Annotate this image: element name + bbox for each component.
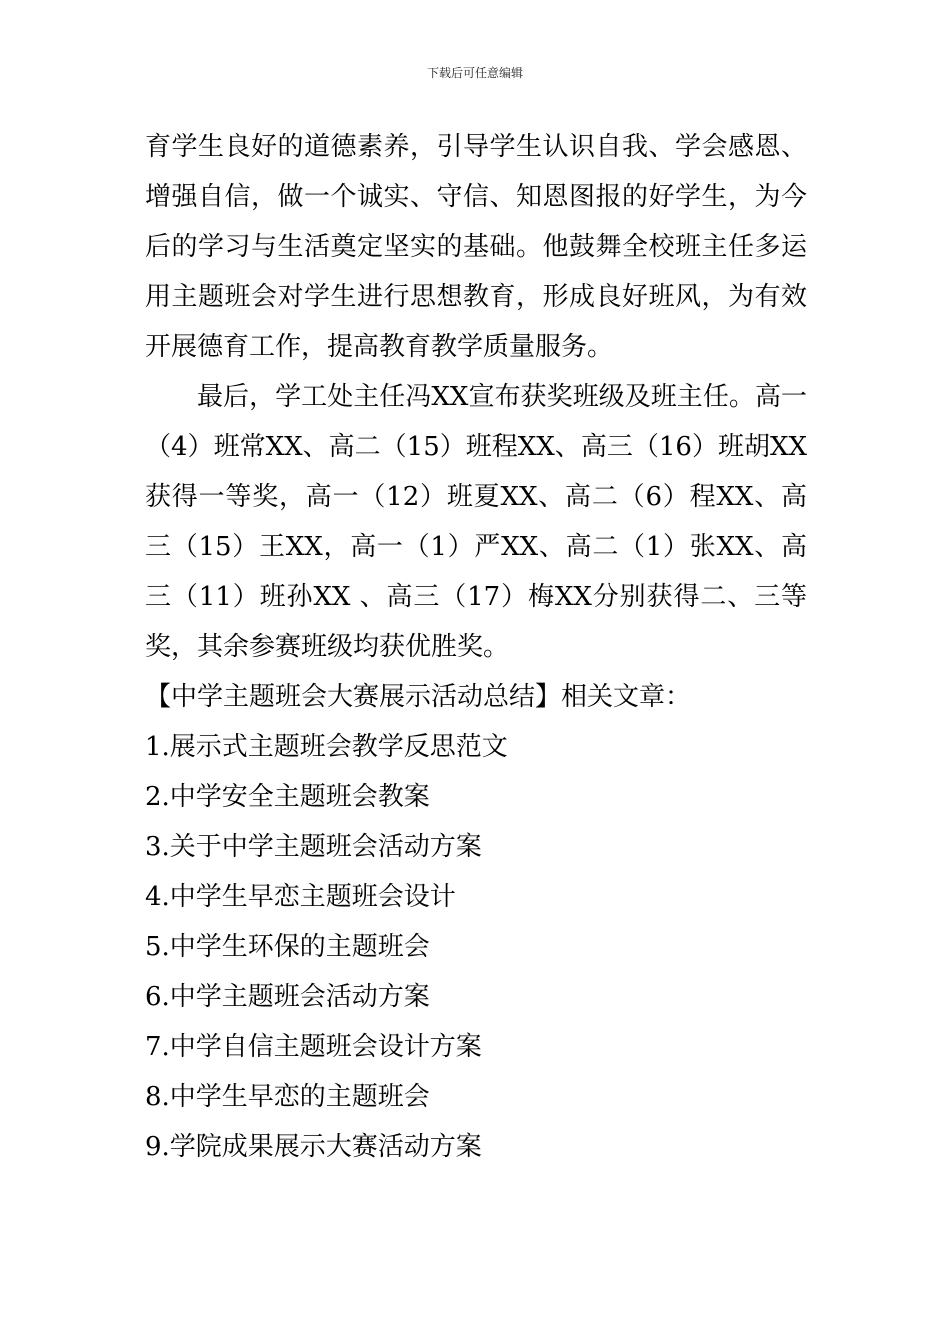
related-article-link[interactable]: 4.中学生早恋主题班会设计 [145,882,456,912]
related-article-link[interactable]: 8.中学生早恋的主题班会 [145,1082,430,1112]
related-articles-list [145,722,807,1172]
related-article-link[interactable]: 1.展示式主题班会教学反思范文 [145,732,508,762]
document-body [145,122,807,1172]
page-header: 下载后可任意编辑 [426,66,523,80]
related-article-link[interactable]: 2.中学安全主题班会教案 [145,782,430,812]
related-article-link[interactable]: 3.关于中学主题班会活动方案 [145,832,482,862]
paragraph-awards: 最后，学工处主任冯XX宣布获奖班级及班主任。高一（4）班常XX、高二（15）班程XX、高三（16）班胡XX获得一等奖，高一（12）班夏XX、高二（6）程XX、高三（15）王XX，高一（1）严XX、高二（1）张XX、高三（11）班孙XX 、高三（17）梅XX分别获得二、三等奖，其余参赛班级均获优胜奖。 [145,382,807,662]
related-article-link[interactable]: 6.中学主题班会活动方案 [145,982,430,1012]
related-article-link[interactable]: 5.中学生环保的主题班会 [145,932,430,962]
related-article-link[interactable]: 7.中学自信主题班会设计方案 [145,1032,482,1062]
related-articles-title: 【中学主题班会大赛展示活动总结】相关文章： [145,682,692,712]
paragraph-continued: 育学生良好的道德素养，引导学生认识自我、学会感恩、增强自信，做一个诚实、守信、知恩图报的好学生，为今后的学习与生活奠定坚实的基础。他鼓舞全校班主任多运用主题班会对学生进行思想教育，形成良好班风，为有效开展德育工作，提高教育教学质量服务。 [145,132,807,362]
related-article-link[interactable]: 9.学院成果展示大赛活动方案 [145,1132,482,1162]
